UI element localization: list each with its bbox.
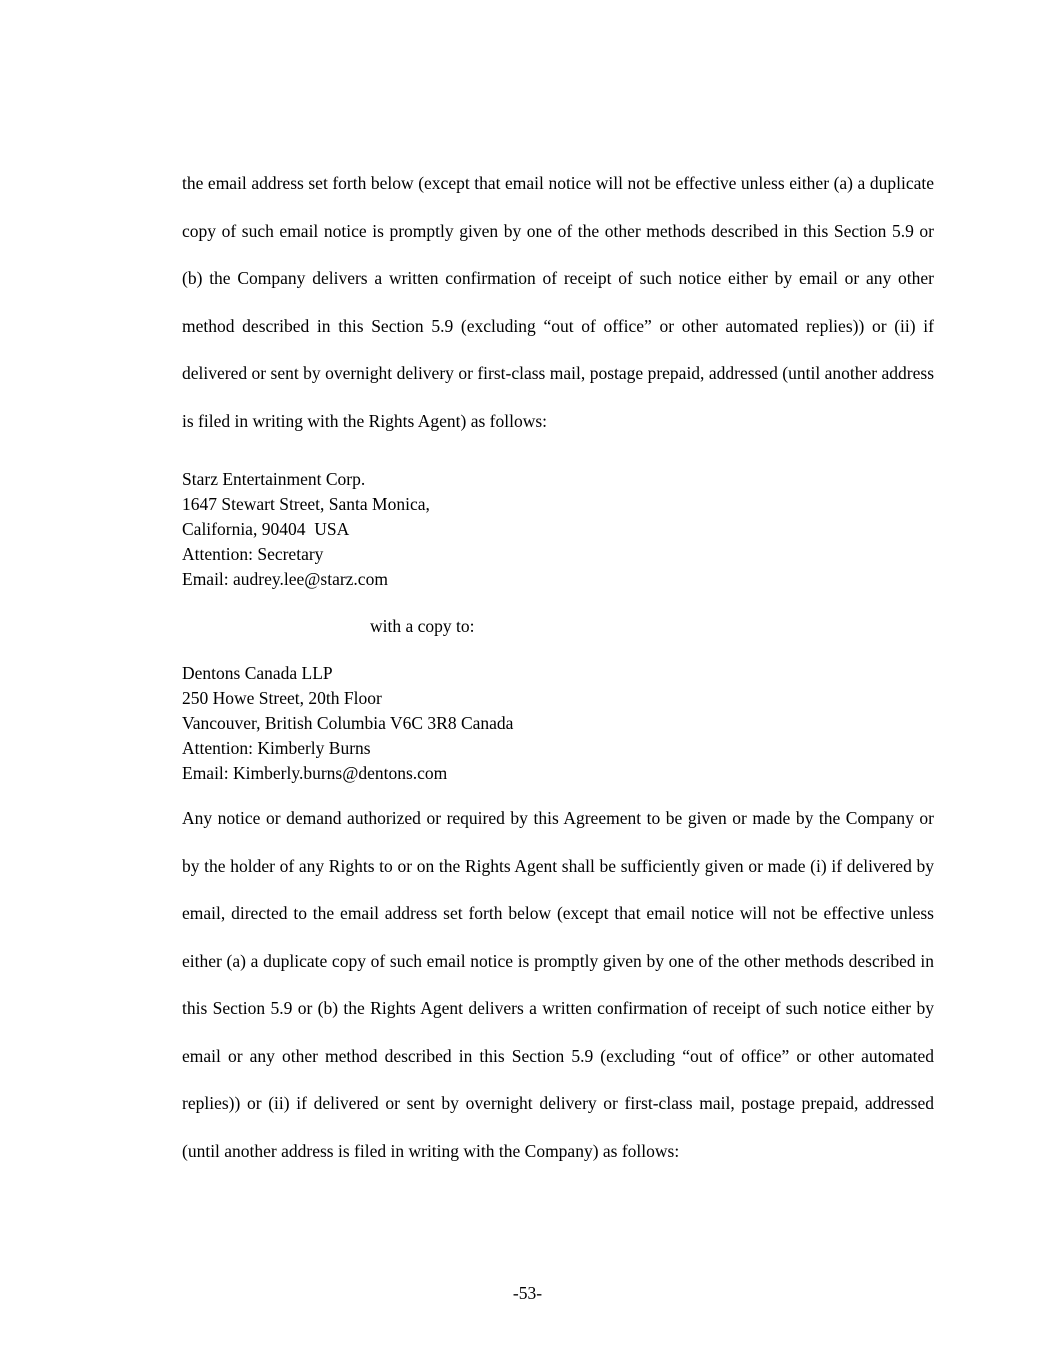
page-number: -53- — [512, 1283, 543, 1303]
paragraph-notice-rights-agent: Any notice or demand authorized or required by this Agreement to be given or made by the Company or by the holder of any Rights to or on the Rights Agent shall be sufficiently given or made (i) if delivered by email, directed to the email address set forth below (except that email notice will not be effective unless either (a) a duplicate copy of such email notice is promptly given by one of the other methods described in this Section 5.9 or (b) the Rights Agent delivers a written confirmation of receipt of such notice either by email or any other method described in this Section 5.9 (excluding “out of office” or other automated replies)) or (ii) if delivered or sent by overnight delivery or first-class mail, postage prepaid, addressed (until another address is filed in writing with the Company) as follows: — [182, 808, 934, 1161]
spacer-before-address-2 — [182, 639, 934, 661]
counsel-city-province: Vancouver, British Columbia V6C 3R8 Canada — [182, 713, 514, 733]
company-city-state-zip: California, 90404 USA — [182, 519, 350, 539]
page-content — [182, 160, 934, 1175]
copy-to-label: with a copy to: — [370, 616, 475, 636]
counsel-street: 250 Howe Street, 20th Floor — [182, 688, 382, 708]
company-street: 1647 Stewart Street, Santa Monica, — [182, 494, 430, 514]
company-email: Email: audrey.lee@starz.com — [182, 569, 388, 589]
spacer-before-paragraph-2 — [182, 786, 934, 795]
counsel-email: Email: Kimberly.burns@dentons.com — [182, 763, 448, 783]
spacer-before-address-1 — [182, 445, 934, 467]
counsel-name: Dentons Canada LLP — [182, 663, 333, 683]
company-name: Starz Entertainment Corp. — [182, 469, 366, 489]
company-attention: Attention: Secretary — [182, 544, 324, 564]
address-block-counsel — [182, 661, 934, 786]
counsel-attention: Attention: Kimberly Burns — [182, 738, 371, 758]
paragraph-notice-company-address: the email address set forth below (except that email notice will not be effective unless either (a) a duplicate copy of such email notice is promptly given by one of the other methods described in this Section 5.9 or (b) the Company delivers a written confirmation of receipt of such notice either by email or any other method described in this Section 5.9 (excluding “out of office” or other automated replies)) or (ii) if delivered or sent by overnight delivery or first-class mail, postage prepaid, addressed (until another address is filed in writing with the Rights Agent) as follows: — [182, 173, 934, 431]
address-block-company — [182, 467, 934, 592]
spacer-before-copy-to — [182, 592, 934, 614]
